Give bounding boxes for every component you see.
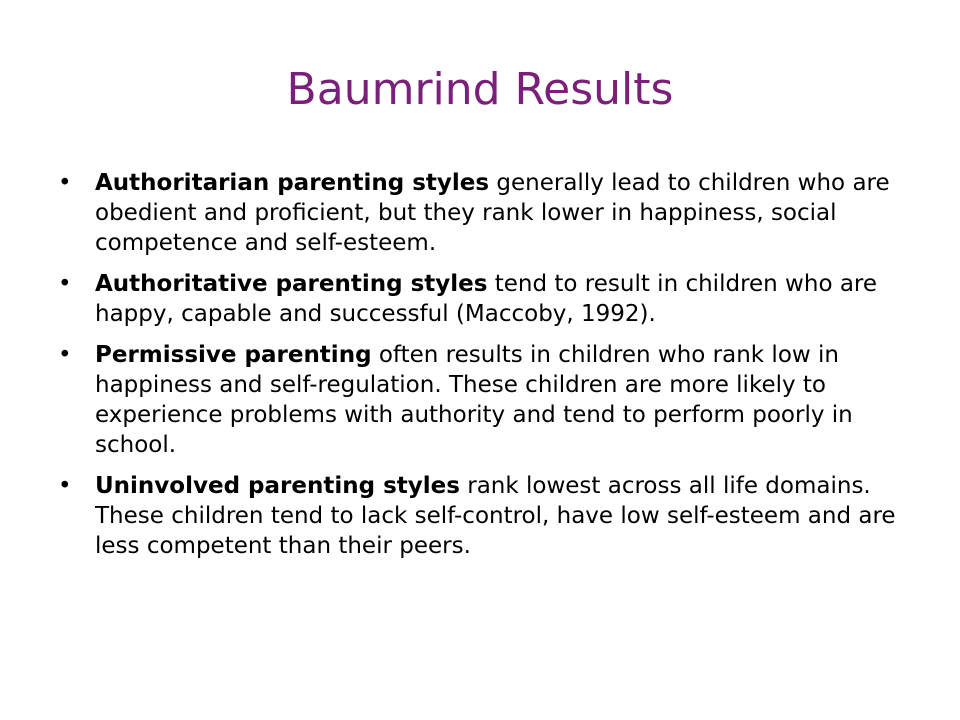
bullet-item	[58, 471, 898, 561]
bullet-dot-icon: •	[58, 271, 72, 297]
bullet-dot-icon: •	[58, 473, 72, 499]
bullet-term: Permissive parenting	[95, 342, 372, 368]
bullet-text: often results in children who rank low in happiness and self-regulation. These children are more likely to experience problems with authority and tend to perform poorly in school.	[95, 342, 853, 458]
bullet-term: Uninvolved parenting styles	[95, 473, 460, 499]
bullet-term: Authoritarian parenting styles	[95, 170, 490, 196]
bullet-text: tend to result in children who are happy, capable and successful (Maccoby, 1992).	[95, 271, 878, 327]
bullet-term: Authoritative parenting styles	[95, 271, 488, 297]
bullet-text: generally lead to children who are obedient and proficient, but they rank lower in happiness, social competence and self-esteem.	[95, 170, 890, 256]
slide-title: Baumrind Results	[286, 64, 674, 115]
bullet-text: rank lowest across all life domains. These children tend to lack self-control, have low self-esteem and are less competent than their peers.	[95, 473, 896, 559]
bullet-dot-icon: •	[58, 342, 72, 368]
bullet-item	[58, 168, 898, 258]
bullet-item	[58, 269, 898, 329]
bullet-list	[58, 168, 898, 572]
bullet-item	[58, 340, 898, 460]
bullet-dot-icon: •	[58, 170, 72, 196]
